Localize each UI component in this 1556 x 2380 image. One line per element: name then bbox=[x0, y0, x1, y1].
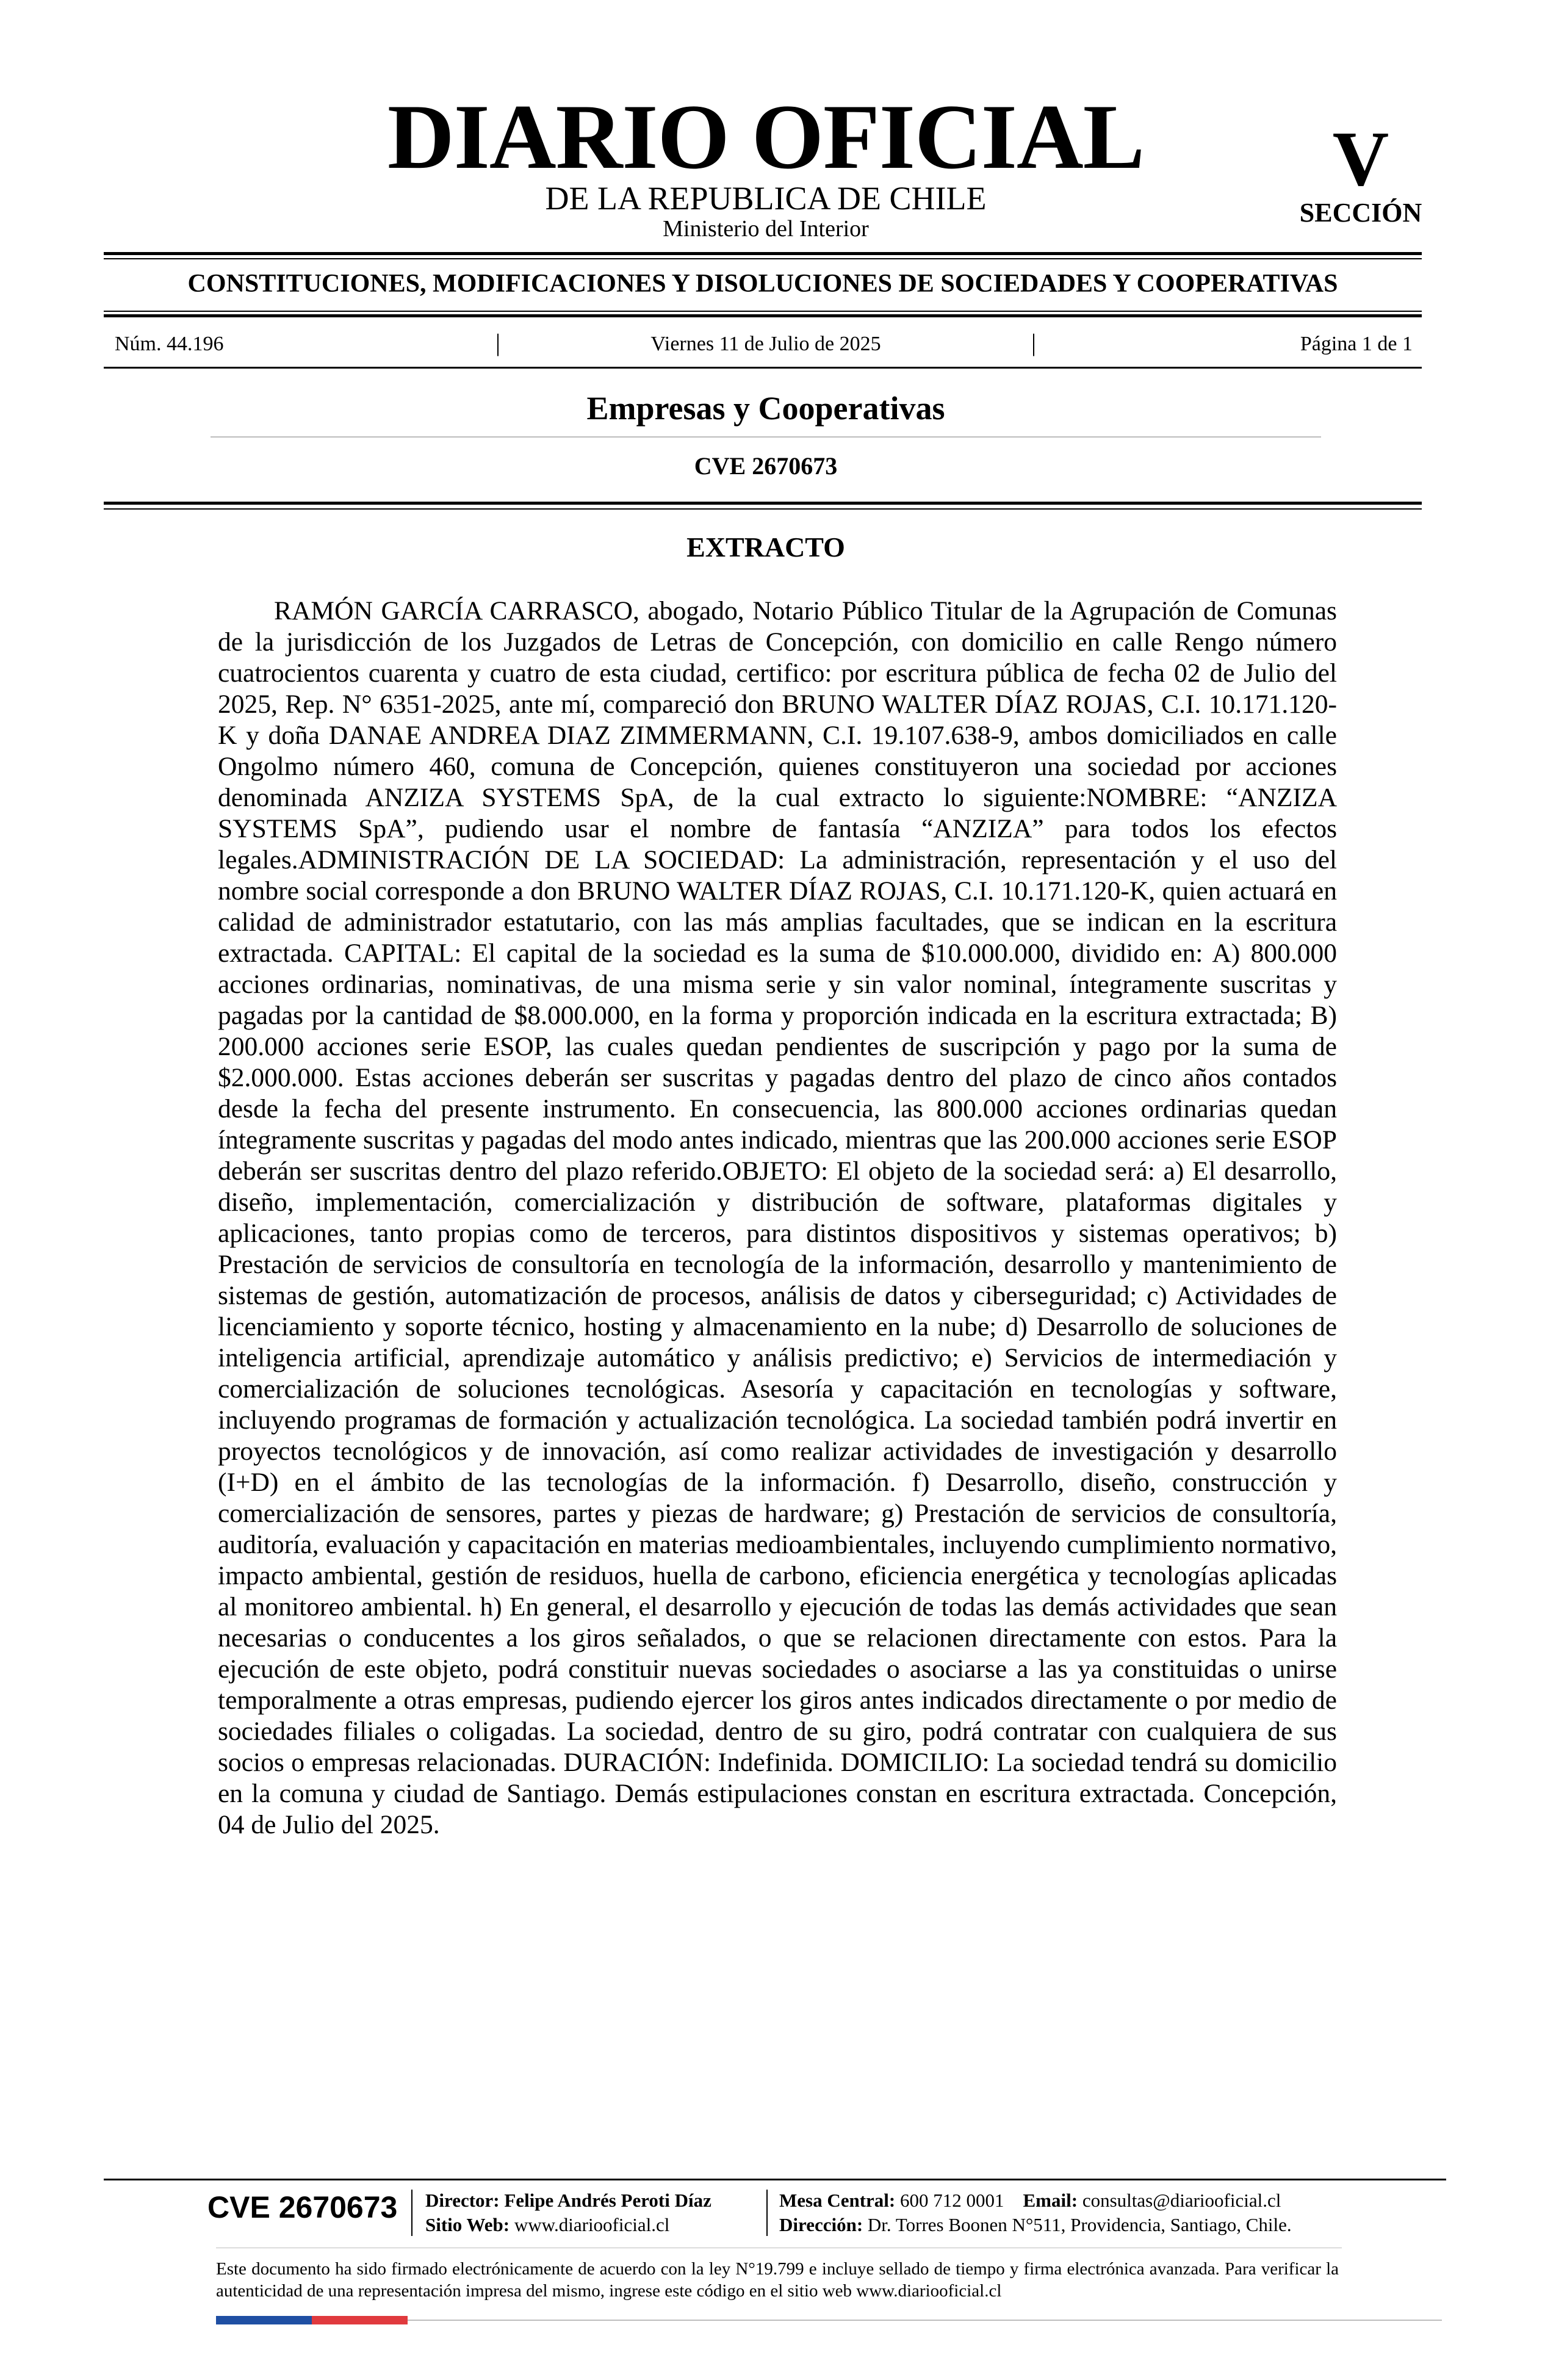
category-rule-thick bbox=[104, 314, 1422, 317]
section-heading: Empresas y Cooperativas bbox=[586, 390, 945, 427]
issue-page: Página 1 de 1 bbox=[1300, 333, 1413, 355]
address-label: Dirección: bbox=[779, 2214, 863, 2235]
website-label: Sitio Web: bbox=[425, 2214, 510, 2235]
masthead-subtitle: DE LA REPUBLICA DE CHILE bbox=[545, 180, 987, 217]
extract-title: EXTRACTO bbox=[686, 532, 845, 563]
category-title: CONSTITUCIONES, MODIFICACIONES Y DISOLUCIONES DE SOCIEDADES Y COOPERATIVAS bbox=[187, 270, 1338, 298]
flag-stripe-blue bbox=[216, 2316, 312, 2324]
footer-legal-note: Este documento ha sido firmado electrónicamente de acuerdo con la ley N°19.799 e incluye sellado de tiempo y firma electrónica avanzada. Para verificar la autenticidad de una representación impresa del mismo, ingrese este código en el sitio web www.diariooficial.cl bbox=[216, 2259, 1339, 2301]
director-name: Felipe Andrés Peroti Díaz bbox=[504, 2190, 711, 2211]
email-link[interactable]: consultas@diariooficial.cl bbox=[1082, 2190, 1281, 2211]
section-heading-rule bbox=[211, 436, 1321, 438]
issue-rule bbox=[104, 367, 1422, 369]
issue-separator: | bbox=[495, 329, 501, 356]
email-label: Email: bbox=[1023, 2190, 1078, 2211]
footer-cve: CVE 2670673 bbox=[207, 2190, 398, 2224]
section-letter: V bbox=[1332, 115, 1389, 202]
flag-stripe-red bbox=[312, 2316, 408, 2324]
footer-contact-left bbox=[425, 2188, 711, 2237]
director-label: Director: bbox=[425, 2190, 500, 2211]
cve-rule-thick bbox=[104, 502, 1422, 505]
footer-divider bbox=[766, 2190, 768, 2236]
top-rule-thick bbox=[104, 252, 1422, 255]
extract-body: RAMÓN GARCÍA CARRASCO, abogado, Notario Público Titular de la Agrupación de Comunas de la jurisdicción de los Juzgados de Letras de Concepción, con domicilio en calle Rengo número cuatrocientos cuarenta y cuatro de esta ciudad, certifico: por escritura pública de fecha 02 de Julio del 2025, Rep. N° 6351-2025, ante mí, compareció don BRUNO WALTER DÍAZ ROJAS, C.I. 10.171.120-K y doña DANAE ANDREA DIAZ ZIMMERMANN, C.I. 19.107.638-9, ambos domiciliados en calle Ongolmo número 460, comuna de Concepción, quienes constituyeron una sociedad por acciones denominada ANZIZA SYSTEMS SpA, de la cual extracto lo siguiente:NOMBRE: “ANZIZA SYSTEMS SpA”, pudiendo usar el nombre de fantasía “ANZIZA” para todos los efectos legales.ADMINISTRACIÓN DE LA SOCIEDAD: La administración, representación y el uso del nombre social corresponde a don BRUNO WALTER DÍAZ ROJAS, C.I. 10.171.120-K, quien actuará en calidad de administrador estatutario, con las más amplias facultades, que se indican en la escritura extractada. CAPITAL: El capital de la sociedad es la suma de $10.000.000, dividido en: A) 800.000 acciones ordinarias, nominativas, de una misma serie y sin valor nominal, íntegramente suscritas y pagadas por la cantidad de $8.000.000, en la forma y proporción indicada en la escritura extractada; B) 200.000 acciones serie ESOP, las cuales quedan pendientes de suscripción y pago por la suma de $2.000.000. Estas acciones deberán ser suscritas y pagadas dentro del plazo de cinco años contados desde la fecha del presente instrumento. En consecuencia, las 800.000 acciones ordinarias quedan íntegramente suscritas y pagadas del modo antes indicado, mientras que las 200.000 acciones serie ESOP deberán ser suscritas dentro del plazo referido.OBJETO: El objeto de la sociedad será: a) El desarrollo, diseño, implementación, comercialización y distribución de software, plataformas digitales y aplicaciones, tanto propias como de terceros, para distintos dispositivos y sistemas operativos; b) Prestación de servicios de consultoría en tecnología de la información, desarrollo y mantenimiento de sistemas de gestión, automatización de procesos, análisis de datos y ciberseguridad; c) Actividades de licenciamiento y soporte técnico, hosting y almacenamiento en la nube; d) Desarrollo de soluciones de inteligencia artificial, aprendizaje automático y análisis predictivo; e) Servicios de intermediación y comercialización de soluciones tecnológicas. Asesoría y capacitación en tecnologías y software, incluyendo programas de formación y actualización tecnológica. La sociedad también podrá invertir en proyectos tecnológicos y de innovación, así como realizar actividades de investigación y desarrollo (I+D) en el ámbito de las tecnologías de la información. f) Desarrollo, diseño, construcción y comercialización de sensores, partes y piezas de hardware; g) Prestación de servicios de consultoría, auditoría, evaluación y capacitación en materias medioambientales, incluyendo cumplimiento normativo, impacto ambiental, gestión de residuos, huella de carbono, eficiencia energética y tecnologías aplicadas al monitoreo ambiental. h) En general, el desarrollo y ejecución de todas las demás actividades que sean necesarias o conducentes a los giros señalados, o que se relacionen directamente con estos. Para la ejecución de este objeto, podrá constituir nuevas sociedades o asociarse a las ya constituidas o unirse temporalmente a otras empresas, pudiendo ejercer los giros antes indicados directamente o por medio de sociedades filiales o coligadas. La sociedad, dentro de su giro, podrá contratar con cualquiera de sus socios o empresas relacionadas. DURACIÓN: Indefinida. DOMICILIO: La sociedad tendrá su domicilio en la comuna y ciudad de Santiago. Demás estipulaciones constan en escritura extractada. Concepción, 04 de Julio del 2025. bbox=[218, 596, 1337, 1839]
footer-divider bbox=[411, 2190, 412, 2236]
cve-rule-thin bbox=[104, 508, 1422, 510]
phone-number: 600 712 0001 bbox=[900, 2190, 1004, 2211]
issue-date: Viernes 11 de Julio de 2025 bbox=[650, 333, 881, 355]
masthead-ministry: Ministerio del Interior bbox=[663, 216, 869, 242]
bottom-rule bbox=[408, 2320, 1442, 2321]
website-link[interactable]: www.diariooficial.cl bbox=[514, 2214, 670, 2235]
category-rule-thin bbox=[104, 311, 1422, 312]
document-cve: CVE 2670673 bbox=[694, 452, 838, 480]
section-word: SECCIÓN bbox=[1299, 198, 1422, 228]
phone-label: Mesa Central: bbox=[779, 2190, 896, 2211]
footer-rule bbox=[104, 2179, 1446, 2180]
masthead-title: DIARIO OFICIAL bbox=[387, 85, 1145, 188]
top-rule-thin bbox=[104, 258, 1422, 259]
footer-contact-right bbox=[779, 2188, 1292, 2237]
issue-separator: | bbox=[1031, 329, 1037, 356]
address-text: Dr. Torres Boonen N°511, Providencia, Santiago, Chile. bbox=[867, 2214, 1292, 2235]
issue-number: Núm. 44.196 bbox=[115, 333, 224, 355]
